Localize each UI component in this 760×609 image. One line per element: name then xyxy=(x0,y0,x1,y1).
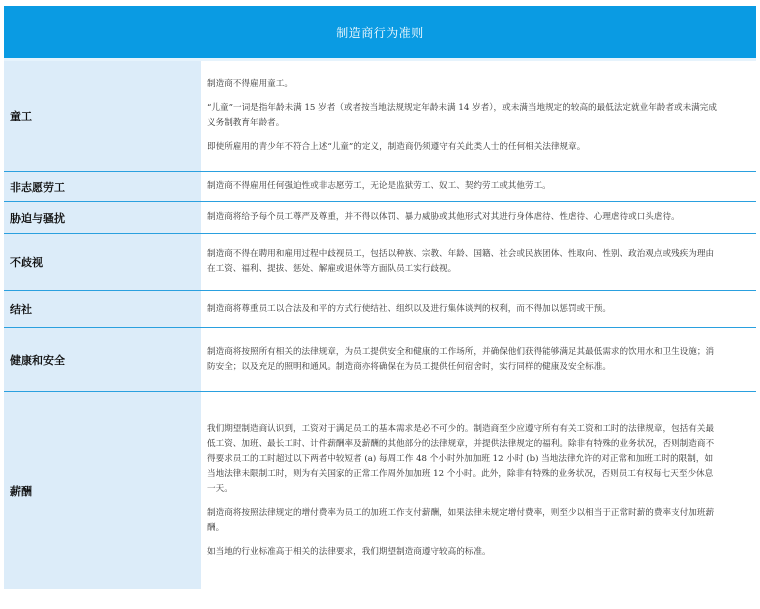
row-label: 薪酬 xyxy=(4,392,201,589)
row-label: 胁迫与骚扰 xyxy=(4,202,201,233)
row-content xyxy=(201,392,756,589)
paragraph: 制造商不得雇用任何强迫性或非志愿劳工，无论是监狱劳工、奴工、契约劳工或其他劳工。 xyxy=(207,181,551,191)
row-content xyxy=(201,234,756,290)
row-content xyxy=(201,61,756,171)
row-label: 非志愿劳工 xyxy=(4,172,201,201)
paragraph: 制造商将按照法律规定的增付费率为员工的加班工作支付薪酬，如果法律未规定增付费率，则至少以相当于正常时薪的费率支付加班薪酬。 xyxy=(207,507,715,533)
paragraph: “儿童”一词是指年龄未满 15 岁者（或者按当地法规规定年龄未满 14 岁者），或未满当地规定的较高的最低法定就业年龄者或未满完成义务制教育年龄者。 xyxy=(207,103,717,128)
row-association xyxy=(4,291,756,328)
code-of-conduct-table xyxy=(4,6,756,589)
table-title-bar xyxy=(4,6,756,58)
row-label: 童工 xyxy=(4,61,201,171)
row-label: 健康和安全 xyxy=(4,328,201,391)
paragraph: 我们期望制造商认识到，工资对于满足员工的基本需求是必不可少的。制造商至少应遵守所有有关工资和工时的法律规章，包括有关最低工资、加班、最长工时、计件薪酬率及薪酬的其他部分的法律规章，并提供法律规定的福利。除非有特殊的业务状况，否则制造商不得要求员工的工时超过以下两者中较短者 (a) 每周工作 48 个小时外加加班 12 小时 (b) 当地法律允许的对正常和加班工时的限制，如当地法律未限制工时，则为有关国家的正常工作周外加加班 12 个小时。此外，除非有特殊的业务状况，否则员工有权每七天至少休息一天。 xyxy=(207,423,715,494)
row-content xyxy=(201,172,756,201)
row-content xyxy=(201,328,756,391)
row-forced-labor xyxy=(4,172,756,202)
row-compensation xyxy=(4,392,756,589)
row-label: 不歧视 xyxy=(4,234,201,290)
row-content xyxy=(201,202,756,233)
row-child-labor xyxy=(4,61,756,172)
paragraph: 制造商不得在聘用和雇用过程中歧视员工，包括以种族、宗教、年龄、国籍、社会或民族团体、性取向、性别、政治观点或残疾为理由在工资、福利、提拔、惩处、解雇或退休等方面队员工实行歧视。 xyxy=(207,249,715,274)
paragraph: 制造商将给予每个员工尊严及尊重，并不得以体罚、暴力威胁或其他形式对其进行身体虐待、性虐待、心理虐待或口头虐待。 xyxy=(207,212,680,222)
paragraph: 制造商将尊重员工以合法及和平的方式行使结社、组织以及进行集体谈判的权利，而不得加以惩罚或干预。 xyxy=(207,303,611,314)
row-nondiscrimination xyxy=(4,234,756,291)
paragraph: 制造商不得雇用童工。 xyxy=(207,79,293,89)
row-label: 结社 xyxy=(4,291,201,327)
paragraph: 如当地的行业标准高于相关的法律要求，我们期望制造商遵守较高的标准。 xyxy=(207,546,491,557)
row-health-safety xyxy=(4,328,756,392)
page-title: 制造商行为准则 xyxy=(336,25,424,40)
paragraph: 制造商将按照所有相关的法律规章，为员工提供安全和健康的工作场所，并确保他们获得能够满足其最低需求的饮用水和卫生设施；消防安全；以及充足的照明和通风。制造商亦将确保在为员工提供任何宿舍时，实行同样的健康及安全标准。 xyxy=(207,346,715,372)
row-content xyxy=(201,291,756,327)
row-coercion-harassment xyxy=(4,202,756,234)
paragraph: 即使所雇用的青少年不符合上述“儿童”的定义，制造商仍须遵守有关此类人士的任何相关法律规章。 xyxy=(207,142,586,152)
